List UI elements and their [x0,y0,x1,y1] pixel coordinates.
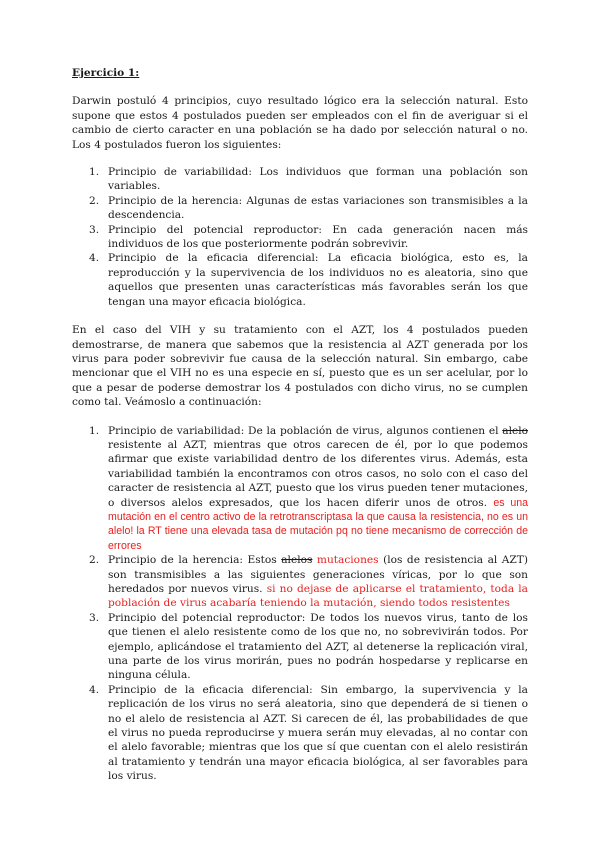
darwin-postulates-list [72,165,528,309]
struck-word: alelos [281,554,313,567]
list-item-text: Principio del potencial reproductor: En cada generación nacen más individuos de los que posteriormente podrán sobrevivir. [108,223,528,251]
list-item-text: Principio de la eficacia diferencial: Sin embargo, la supervivencia y la replicación de los virus no será aleatoria, sino que dependerá de si tienen o no el alelo de resistencia al AZT. Si carecen de él, las probabilidades de que el virus no pueda reproducirse y muera serán muy elevadas, al no contar con el alelo favorable; mientras que los que sí que cuentan con el alelo resistirán al tratamiento y tendrán una mayor eficacia biológica, al ser favorables para los virus. [108,683,528,783]
list-item-text: resistente al AZT, mientras que otros carecen de él, por lo que podemos afirmar que existe variabilidad dentro de los diferentes virus. Además, esta variabilidad también la encontramos con otros casos, no solo con el caso del caracter de resistencia al AZT, puesto que los virus pueden tener mutaciones, o diversos alelos expresados, que los hacen diferir unos de otros. [108,438,528,509]
list-item [72,194,528,223]
list-number: 3. [89,611,100,624]
list-number: 1. [89,166,100,179]
list-item-text: Principio de variabilidad: De la población de virus, algunos contienen el [108,424,503,437]
list-number: 4. [89,683,100,696]
list-item-text: Principio de la herencia: Algunas de estas variaciones son transmisibles a la descendencia. [108,194,528,222]
list-number: 3. [89,223,100,236]
list-item [72,611,528,683]
list-item [72,165,528,194]
list-number: 2. [89,194,100,207]
teacher-comment: si no dejase de aplicarse el tratamiento, toda la población de virus acabaría teniendo la mutación, siendo todos resistentes [108,583,528,610]
hiv-postulates-list [72,424,528,784]
list-item [72,683,528,784]
struck-word: alelo [502,424,528,437]
list-item-text: Principio de la herencia: Estos [108,554,282,567]
list-number: 4. [89,252,100,265]
document-page [72,66,528,784]
list-number: 2. [89,554,100,567]
exercise-heading: Ejercicio 1: [72,67,140,79]
teacher-comment: es una mutación en el centro activo de la retrotranscriptasa la que causa la resistencia, no es un alelo! la RT tiene una elevada tasa de mutación pq no tiene mecanismo de corrección de errores [108,496,529,552]
list-item-text: (los de resistencia al AZT) son transmisibles a las siguientes generaciones víricas, por lo que son heredados por nuevos virus. [108,554,528,595]
list-item [72,223,528,252]
intro-paragraph: Darwin postuló 4 principios, cuyo resultado lógico era la selección natural. Esto supone que estos 4 postulados pueden ser empleados con el fin de averiguar si el cambio de cierto caracter en una población se ha dado por selección natural o no. Los 4 postulados fueron los siguientes: [72,95,528,151]
inserted-correction: mutaciones [312,554,379,567]
list-number: 1. [89,424,100,437]
list-item-text: Principio de la eficacia diferencial: La eficacia biológica, esto es, la reproducción y la supervivencia de los individuos no es aleatoria, sino que aquellos que presenten unas características más favorables serán los que tengan una mayor eficacia biológica. [108,252,528,308]
list-item-text: Principio del potencial reproductor: De todos los nuevos virus, tanto de los que tienen el alelo resistente como de los que no, no sobrevivirán todos. Por ejemplo, aplicándose el tratamiento del AZT, al detenerse la replicación viral, una parte de los virus morirán, pues no podrán hospedarse y replicarse en ninguna célula. [108,611,528,682]
list-item [72,424,528,554]
list-item [72,251,528,309]
hiv-paragraph: En el caso del VIH y su tratamiento con el AZT, los 4 postulados pueden demostrarse, de manera que sabemos que la resistencia al AZT generada por los virus para poder sobrevivir fue causa de la selección natural. Sin embargo, cabe mencionar que el VIH no es una especie en sí, puesto que es un ser acelular, por lo que a pesar de poderse demostrar los 4 postulados con dicho virus, no se cumplen como tal. Veámoslo a continuación: [72,324,528,409]
list-item-text: Principio de variabilidad: Los individuos que forman una población son variables. [108,166,528,193]
list-item [72,553,528,611]
